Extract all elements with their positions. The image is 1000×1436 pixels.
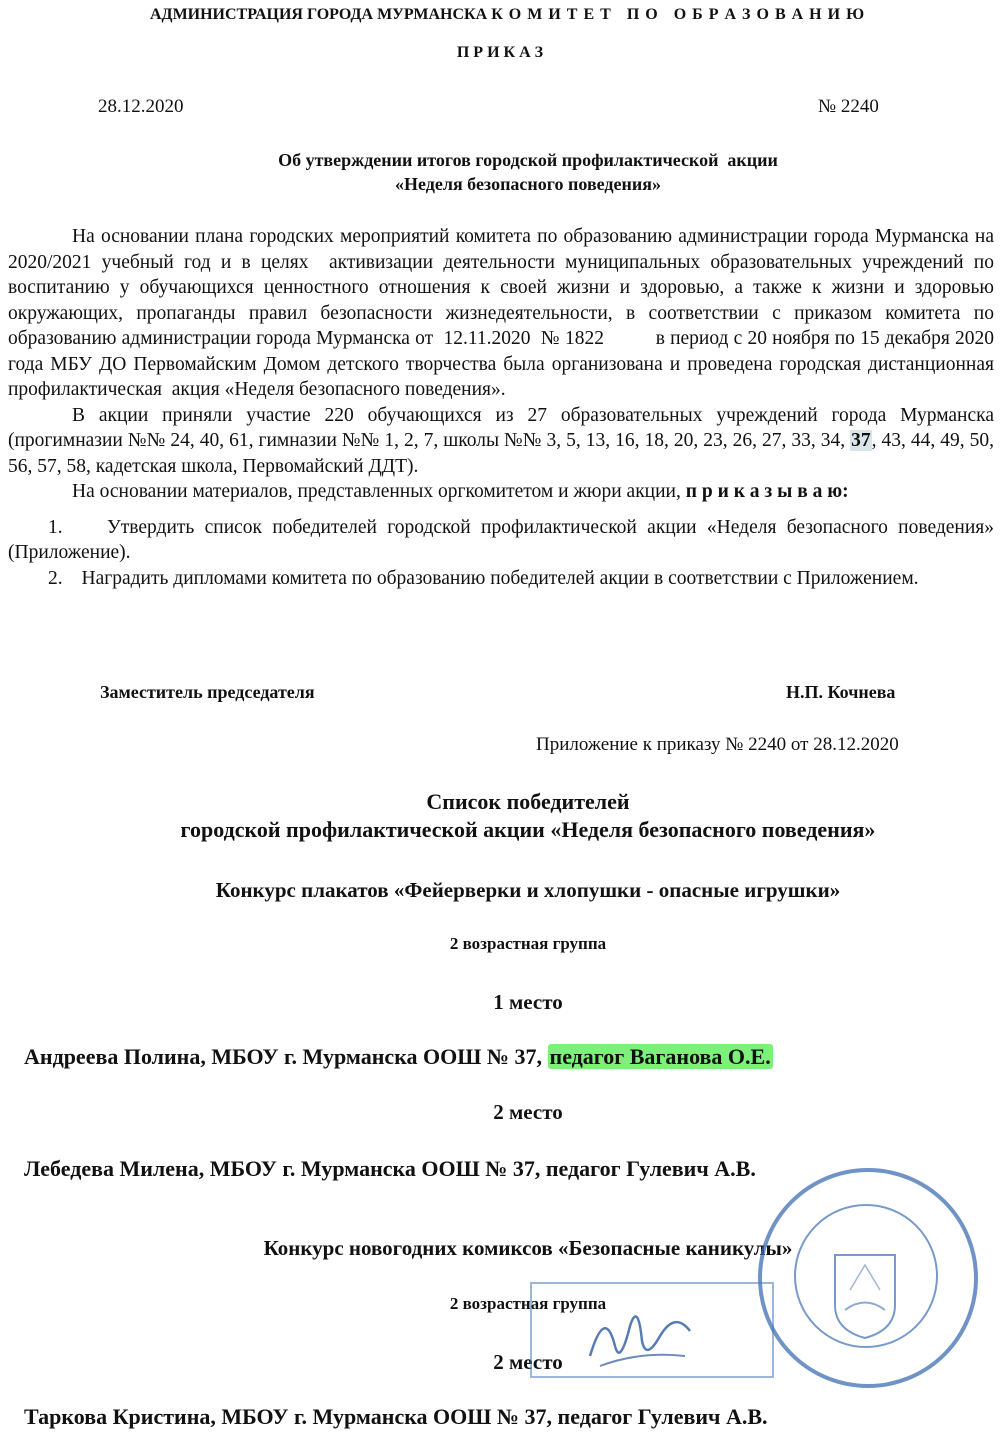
contest-posters-title: Конкурс плакатов «Фейерверки и хлопушки - опасные игрушки»: [215, 878, 841, 902]
participants-text-2: , 43, 44, 49, 50, 56, 57, 58, кадетская школа, Первомайский ДДТ).: [8, 430, 994, 477]
winners-list-title: [0, 788, 1000, 844]
paragraph-participants: [8, 403, 994, 480]
order-number: № 2240: [818, 96, 879, 117]
order-title-line1: Об утверждении итогов городской профилактической акции: [278, 150, 778, 170]
item-1: [8, 515, 994, 566]
order-body: [8, 224, 999, 591]
org-name: АДМИНИСТРАЦИЯ ГОРОДА МУРМАНСКА: [150, 6, 488, 23]
order-title: [0, 148, 1000, 196]
item-2-text: Наградить дипломами комитета по образованию победителей акции в соответствии с Приложением.: [81, 567, 919, 589]
item-1-number: 1.: [48, 516, 63, 538]
contest-posters-place-2: 2 место: [493, 1100, 563, 1124]
participants-text-1: В акции приняли участие 220 обучающихся из 27 образовательных учреждений города Мурманска (прогимназии №№ 24, 40, 61, гимназии №№ 1, 2, 7, школы №№ 3, 5, 13, 16, 18, 20, 23, 26, 27, 33, 34,: [8, 404, 994, 451]
order-basis-text: На основании материалов, представленных оргкомитетом и жюри акции,: [72, 481, 681, 502]
winners-title-line1: Список победителей: [426, 789, 630, 814]
item-2-number: 2.: [48, 567, 63, 589]
order-title-line2: «Неделя безопасного поведения»: [395, 174, 661, 194]
winners-title-line2: городской профилактической акции «Неделя безопасного поведения»: [180, 817, 876, 842]
signature-position: Заместитель председателя: [100, 682, 315, 702]
item-1-text: Утвердить список победителей городской профилактической акции «Неделя безопасного поведения» (Приложение).: [8, 516, 995, 563]
order-word: п р и к а з ы в а ю:: [685, 481, 849, 502]
contest-comics-age-group: 2 возрастная группа: [449, 1294, 607, 1313]
item-2: [8, 566, 994, 592]
order-date: 28.12.2020: [98, 96, 184, 117]
winner-row: [24, 1044, 773, 1070]
appendix-reference: Приложение к приказу № 2240 от 28.12.2020: [536, 734, 899, 755]
winner-3-text: Таркова Кристина, МБОУ г. Мурманска ООШ № 37, педагог Гулевич А.В.: [24, 1404, 768, 1429]
contest-posters-place-1: 1 место: [493, 990, 563, 1014]
contest-comics-place-2: 2 место: [493, 1350, 563, 1374]
handwritten-signature-icon: [580, 1296, 700, 1376]
contest-comics-title: Конкурс новогодних комиксов «Безопасные каникулы»: [263, 1236, 793, 1260]
winner-2-text: Лебедева Милена, МБОУ г. Мурманска ООШ № 37, педагог Гулевич А.В.: [24, 1156, 756, 1181]
paragraph-order: [8, 479, 994, 505]
signature-name: Н.П. Кочнева: [786, 682, 896, 702]
paragraph-basis: На основании плана городских мероприятий комитета по образованию администрации города Мурманска на 2020/2021 учебный год и в целях активизации деятельности муниципальных образовательных учреждений по воспитанию у обучающихся ценностного отношения к своей жизни и здоровью, а также к жизни и здоровью окружающих, пропаганды правил безопасности жизнедеятельности, в соответствии с приказом комитета по образованию администрации города Мурманска от 12.11.2020 № 1822 в период с 20 ноября по 15 декабря 2020 года МБУ ДО Первомайским Домом детского творчества была организована и проведена городская дистанционная профилактическая акция «Неделя безопасного поведения».: [8, 226, 999, 400]
highlighted-teacher: педагог Ваганова О.Е.: [549, 1044, 771, 1069]
school-37-highlight: 37: [851, 430, 871, 451]
contest-posters-age-group: 2 возрастная группа: [449, 934, 607, 953]
letterhead: [150, 6, 865, 24]
coat-of-arms-icon: [830, 1250, 900, 1340]
doc-type: П Р И К А З: [456, 44, 544, 61]
winner-1-text: Андреева Полина, МБОУ г. Мурманска ООШ № 37,: [24, 1044, 548, 1069]
committee-name: К О М И Т Е Т П О О Б Р А З О В А Н И Ю: [491, 6, 866, 23]
